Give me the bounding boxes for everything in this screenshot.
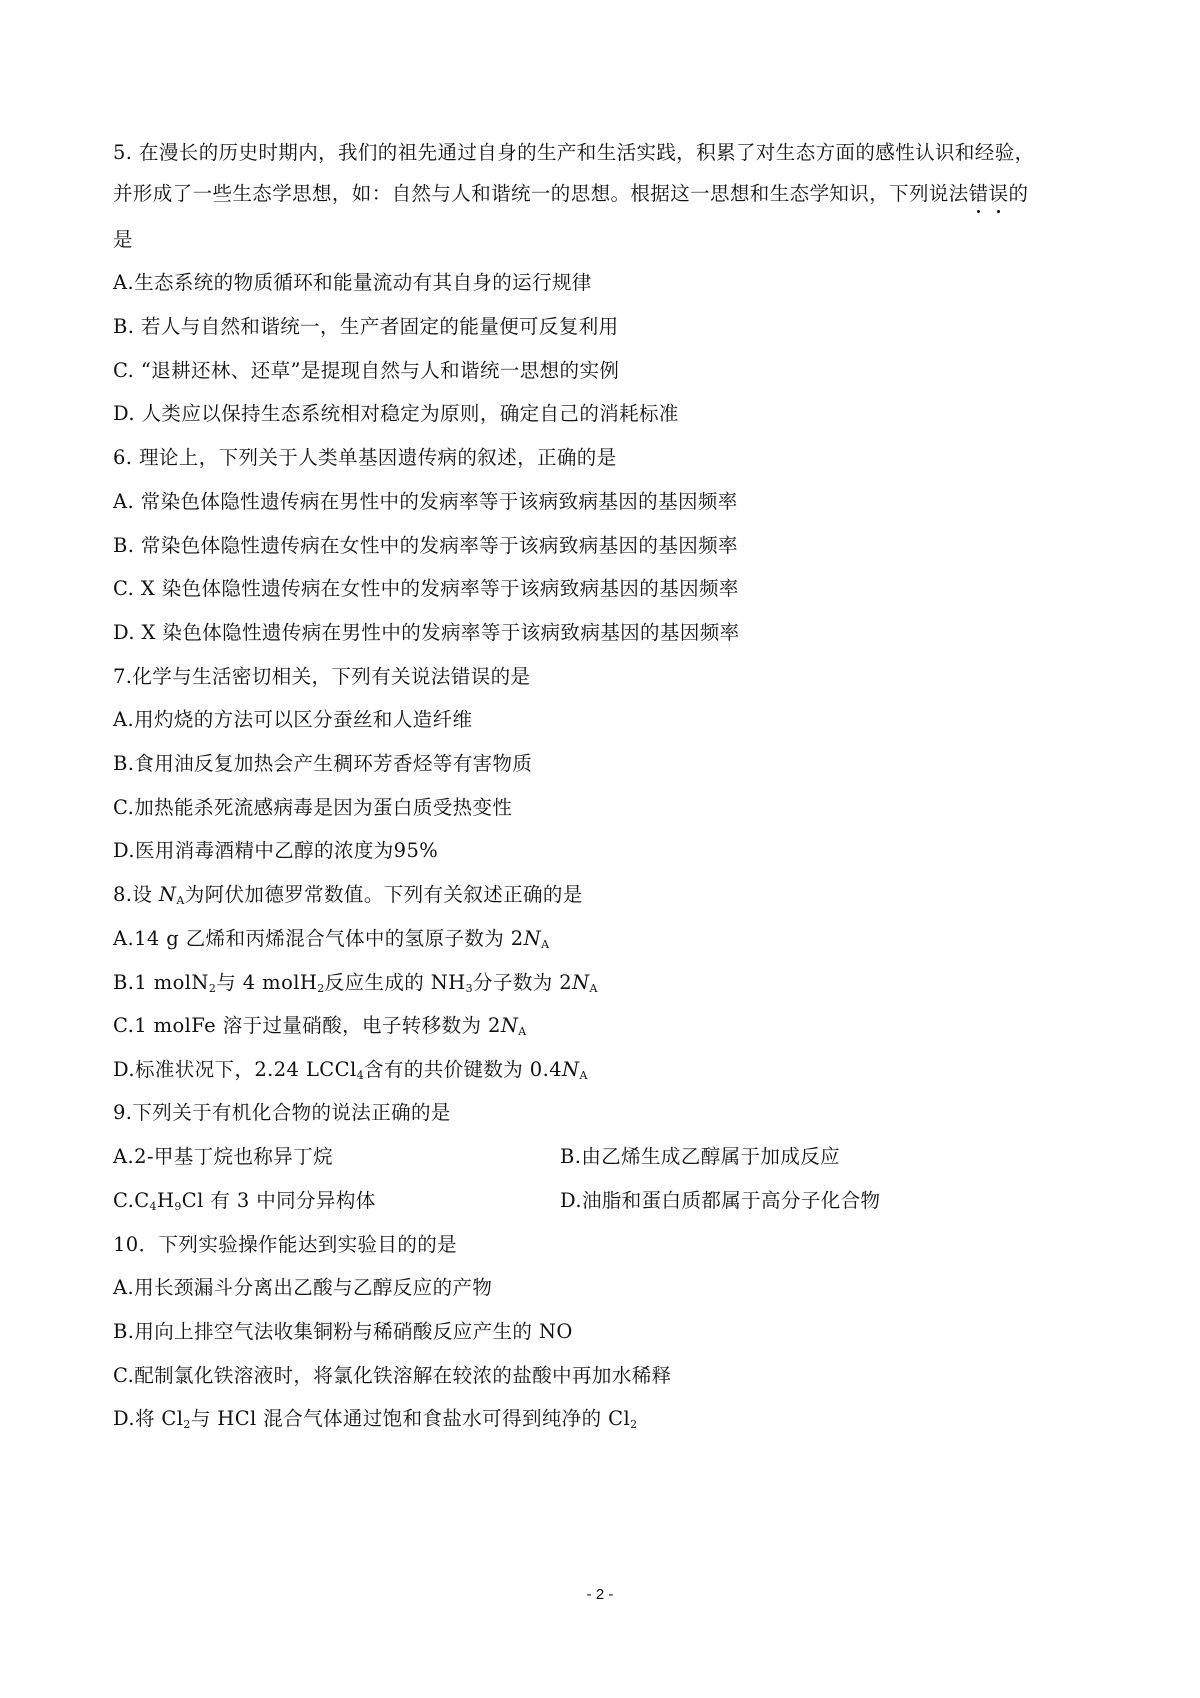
option-text: C.1 molFe 溶于过量硝酸，电子转移数为 2 (113, 1014, 501, 1037)
subscript: 4 (356, 1069, 364, 1082)
option-text: 反应生成的 NH (324, 971, 466, 994)
q8-stem (113, 881, 583, 909)
subscript: 2 (183, 1418, 191, 1431)
option-text: 与 4 molH (216, 971, 318, 994)
q5-option-c: C. “退耕还林、还草”是提现自然与人和谐统一思想的实例 (113, 359, 620, 382)
subscript: 2 (208, 982, 217, 995)
q9-options-row1 (113, 1143, 841, 1171)
q10-option-c: C.配制氯化铁溶液时，将氯化铁溶解在较浓的盐酸中再加水稀释 (113, 1364, 672, 1387)
q6-option-b: B. 常染色体隐性遗传病在女性中的发病率等于该病致病基因的基因频率 (113, 534, 738, 557)
q5-stem-text: 的 (1008, 182, 1029, 205)
q5-stem-line1: 5. 在漫长的历史时期内，我们的祖先通过自身的生产和生活实践，积累了对生态方面的感性认识和经验， (113, 141, 1035, 164)
subscript: 3 (465, 982, 474, 995)
q5-option-d: D. 人类应以保持生态系统相对稳定为原则，确定自己的消耗标准 (113, 402, 679, 425)
emphasis-mark: 误 (989, 180, 1009, 208)
q7-option-d: D.医用消毒酒精中乙醇的浓度为95% (113, 839, 439, 862)
q6-option-a: A. 常染色体隐性遗传病在男性中的发病率等于该病致病基因的基因频率 (113, 490, 738, 513)
page-number: - 2 - (586, 1586, 614, 1603)
option-text: B.1 molN (113, 971, 209, 994)
avogadro-symbol: N (158, 883, 177, 906)
q7-option-b: B.食用油反复加热会产生稠环芳香烃等有害物质 (113, 752, 533, 775)
q8-stem-text: 为阿伏加德罗常数值。下列有关叙述正确的是 (184, 883, 583, 906)
q10-option-b: B.用向上排空气法收集铜粉与稀硝酸反应产生的 NO (113, 1320, 573, 1343)
q5-stem-line3: 是 (113, 228, 133, 251)
q8-option-d (113, 1056, 588, 1084)
subscript: A (589, 982, 598, 995)
avogadro-symbol: N (523, 927, 542, 950)
option-text: D.标准状况下，2.24 LCCl (113, 1058, 357, 1081)
subscript: 2 (317, 982, 325, 995)
q8-option-c (113, 1012, 527, 1040)
q6-option-d: D. X 染色体隐性遗传病在男性中的发病率等于该病致病基因的基因频率 (113, 621, 740, 644)
avogadro-symbol: N (562, 1058, 580, 1081)
option-text: 含有的共价键数为 0.4 (364, 1058, 563, 1081)
q7-option-a: A.用灼烧的方法可以区分蚕丝和人造纤维 (113, 708, 473, 731)
q6-stem: 6. 理论上，下列关于人类单基因遗传病的叙述，正确的是 (113, 446, 617, 469)
q5-option-a: A.生态系统的物质循环和能量流动有其自身的运行规律 (113, 271, 592, 294)
q7-stem: 7.化学与生活密切相关，下列有关说法错误的是 (113, 665, 531, 688)
q7-option-c: C.加热能杀死流感病毒是因为蛋白质受热变性 (113, 796, 513, 819)
q8-option-a (113, 925, 549, 953)
q6-option-c: C. X 染色体隐性遗传病在女性中的发病率等于该病致病基因的基因频率 (113, 577, 739, 600)
q9-option-a: A.2-甲基丁烷也称异丁烷 (113, 1145, 333, 1168)
q5-stem-line2 (113, 180, 1028, 208)
option-text: H (156, 1189, 175, 1212)
option-text: A.14 g 乙烯和丙烯混合气体中的氢原子数为 2 (113, 927, 524, 950)
subscript: A (541, 938, 550, 951)
q10-option-a: A.用长颈漏斗分离出乙酸与乙醇反应的产物 (113, 1276, 493, 1299)
option-text: C.C (113, 1189, 150, 1212)
option-text: Cl 有 3 中同分异构体 (181, 1189, 376, 1212)
subscript: A (176, 894, 185, 907)
avogadro-symbol: N (500, 1014, 519, 1037)
subscript: 2 (630, 1418, 638, 1431)
q9-option-d: D.油脂和蛋白质都属于高分子化合物 (560, 1189, 881, 1212)
emphasis-mark: 错 (969, 180, 989, 208)
option-text: 分子数为 2 (473, 971, 573, 994)
q8-stem-text: 8.设 (113, 883, 159, 906)
subscript: 9 (174, 1200, 182, 1213)
q10-option-d (113, 1405, 638, 1433)
q5-stem-text: 并形成了一些生态学思想，如：自然与人和谐统一的思想。根据这一思想和生态学知识，下列说法 (113, 182, 969, 205)
q9-option-b: B.由乙烯生成乙醇属于加成反应 (560, 1145, 841, 1168)
q9-stem: 9.下列关于有机化合物的说法正确的是 (113, 1101, 451, 1124)
q9-option-c (113, 1189, 376, 1212)
q9-options-row2 (113, 1187, 881, 1215)
q5-option-b: B. 若人与自然和谐统一，生产者固定的能量便可反复利用 (113, 315, 619, 338)
option-text: D.将 Cl (113, 1407, 184, 1430)
q10-stem: 10．下列实验操作能达到实验目的的是 (113, 1233, 458, 1256)
option-text: 与 HCl 混合气体通过饱和食盐水可得到纯净的 Cl (190, 1407, 631, 1430)
subscript: A (518, 1025, 527, 1038)
subscript: 4 (149, 1200, 157, 1213)
q8-option-b (113, 969, 598, 997)
subscript: A (579, 1069, 588, 1082)
avogadro-symbol: N (572, 971, 590, 994)
